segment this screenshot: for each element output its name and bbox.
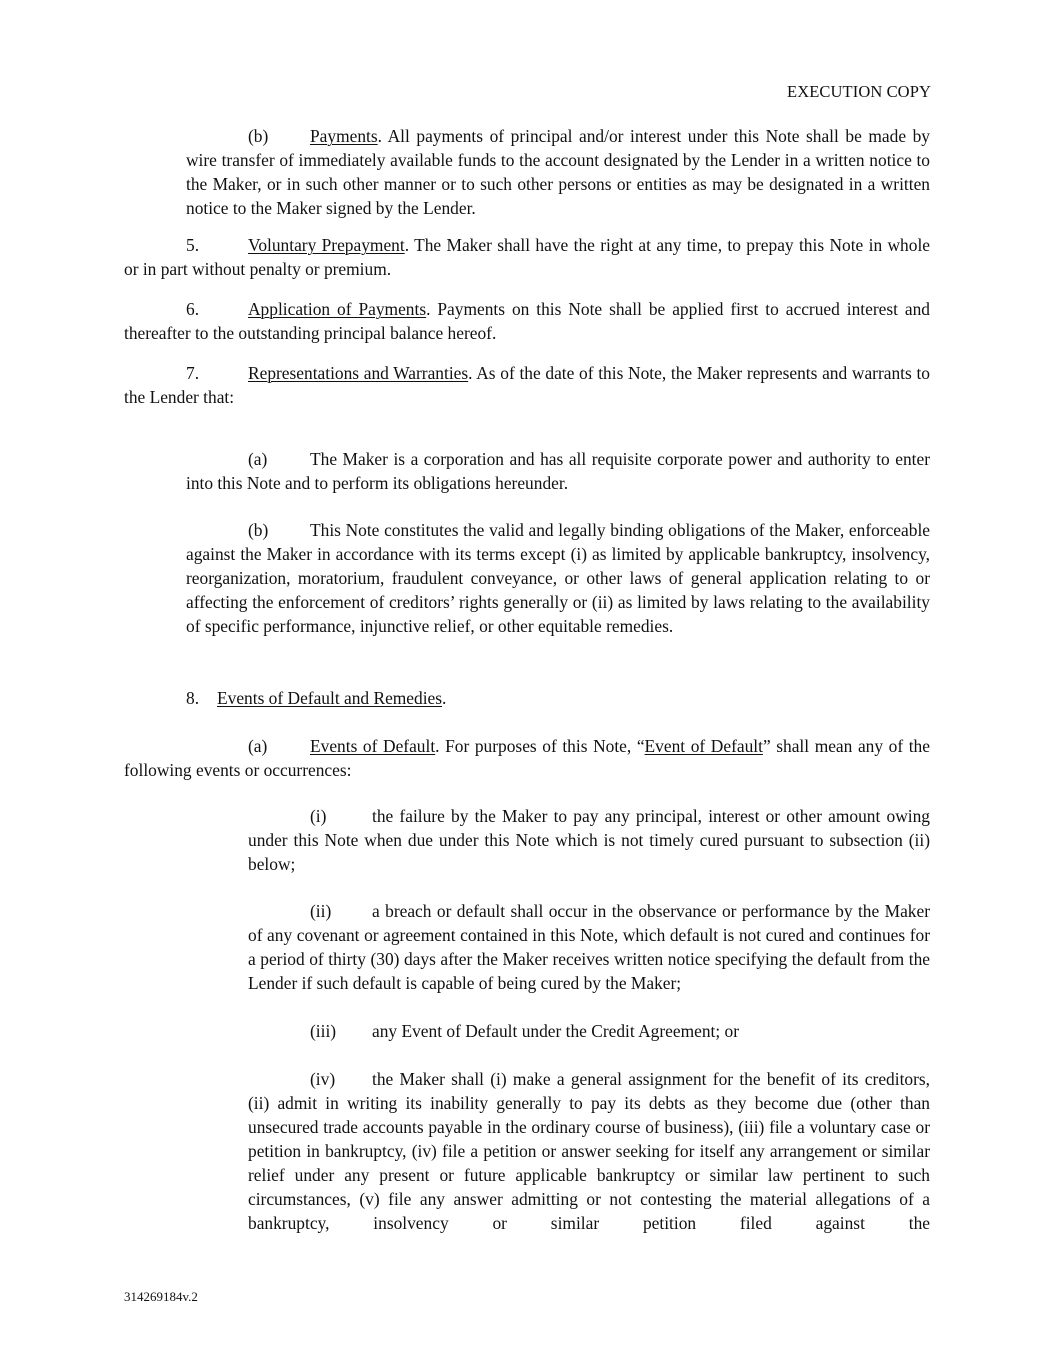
paragraph-text: . — [442, 688, 447, 708]
paragraph-8a-i — [248, 804, 930, 876]
paragraph-4b-payments — [186, 124, 930, 220]
paragraph-text: . All payments of principal and/or interest under this Note shall be made by wire transfer of immediately available funds to the account designated by the Lender in a written notice to the Maker, or in such other manner or to such other persons or entities as may be designated in a written notice to the Maker signed by the Lender. — [186, 126, 930, 218]
paragraph-number: 6. — [186, 299, 200, 319]
paragraph-number: (a) — [248, 736, 268, 756]
document-id-footer: 314269184v.2 — [124, 1289, 198, 1304]
paragraph-8a-ii — [248, 899, 930, 995]
paragraph-text: The Maker is a corporation and has all requisite corporate power and authority to enter into this Note and to perform its obligations hereunder. — [186, 449, 930, 493]
paragraph-number: 8. — [186, 688, 200, 708]
paragraph-text: This Note constitutes the valid and legally binding obligations of the Maker, enforceable against the Maker in accordance with its terms except (i) as limited by applicable bankruptcy, insolvency, reorganization, moratorium, fraudulent conveyance, or other laws of general application relating to or affecting the enforcement of creditors’ rights generally or (ii) as limited by laws relating to the availability of specific performance, injunctive relief, or other equitable remedies. — [186, 520, 930, 636]
paragraph-8-events-of-default — [186, 686, 930, 710]
paragraph-heading: Voluntary Prepayment — [248, 235, 405, 255]
paragraph-8a-iv — [248, 1067, 930, 1235]
paragraph-text: . For purposes of this Note, “ — [435, 736, 645, 756]
paragraph-8a-iii — [248, 1019, 930, 1043]
paragraph-text: . The Maker shall have the right at any time, to prepay this Note in whole or in part without penalty or premium. — [124, 235, 931, 279]
paragraph-text: the failure by the Maker to pay any principal, interest or other amount owing under this Note when due under this Note which is not timely cured pursuant to subsection (ii) below; — [248, 806, 930, 874]
paragraph-text: the Maker shall (i) make a general assignment for the benefit of its creditors, (ii) admit in writing its inability generally to pay its debts as they become due (other than unsecured trade accounts payable in the ordinary course of business), (iii) file a voluntary case or petition in bankruptcy, (iv) file a petition or answer seeking for itself any arrangement or similar relief under any present or future applicable bankruptcy or similar law pertinent to such circumstances, (v) file any answer admitting or not contesting the material allegations of a bankruptcy, insolvency or similar petition filed against the — [248, 1069, 930, 1233]
paragraph-6-application-of-payments — [124, 297, 930, 345]
paragraph-7b — [186, 518, 930, 638]
paragraph-text: a breach or default shall occur in the observance or performance by the Maker of any covenant or agreement contained in this Note, which default is not cured and continues for a period of thirty (30) days after the Maker receives written notice specifying the default from the Lender if such default is capable of being cured by the Maker; — [248, 901, 930, 993]
paragraph-heading: Events of Default and Remedies — [217, 688, 443, 708]
paragraph-heading: Representations and Warranties — [248, 363, 469, 383]
paragraph-text: . As of the date of this Note, the Maker represents and warrants to the Lender that: — [124, 363, 930, 407]
paragraph-number: (b) — [248, 520, 269, 540]
defined-term: Event of Default — [644, 736, 763, 756]
paragraph-heading: Application of Payments — [248, 299, 427, 319]
paragraph-number: (iv) — [310, 1069, 336, 1089]
paragraph-number: 5. — [186, 235, 200, 255]
paragraph-5-voluntary-prepayment — [124, 233, 930, 281]
paragraph-number: (ii) — [310, 901, 332, 921]
paragraph-7-representations — [124, 361, 930, 409]
execution-copy-label: EXECUTION COPY — [787, 82, 931, 101]
paragraph-text: . Payments on this Note shall be applied first to accrued interest and thereafter to the outstanding principal balance hereof. — [124, 299, 930, 343]
paragraph-number: (b) — [248, 126, 269, 146]
paragraph-8a — [124, 734, 930, 782]
paragraph-text: ” shall mean any of the following events or occurrences: — [124, 736, 930, 780]
paragraph-number: (iii) — [310, 1021, 337, 1041]
paragraph-text: any Event of Default under the Credit Agreement; or — [372, 1021, 740, 1041]
paragraph-number: (a) — [248, 449, 268, 469]
paragraph-heading: Events of Default — [310, 736, 436, 756]
paragraph-7a — [186, 447, 930, 495]
paragraph-number: 7. — [186, 363, 200, 383]
paragraph-heading: Payments — [310, 126, 378, 146]
paragraph-number: (i) — [310, 806, 327, 826]
